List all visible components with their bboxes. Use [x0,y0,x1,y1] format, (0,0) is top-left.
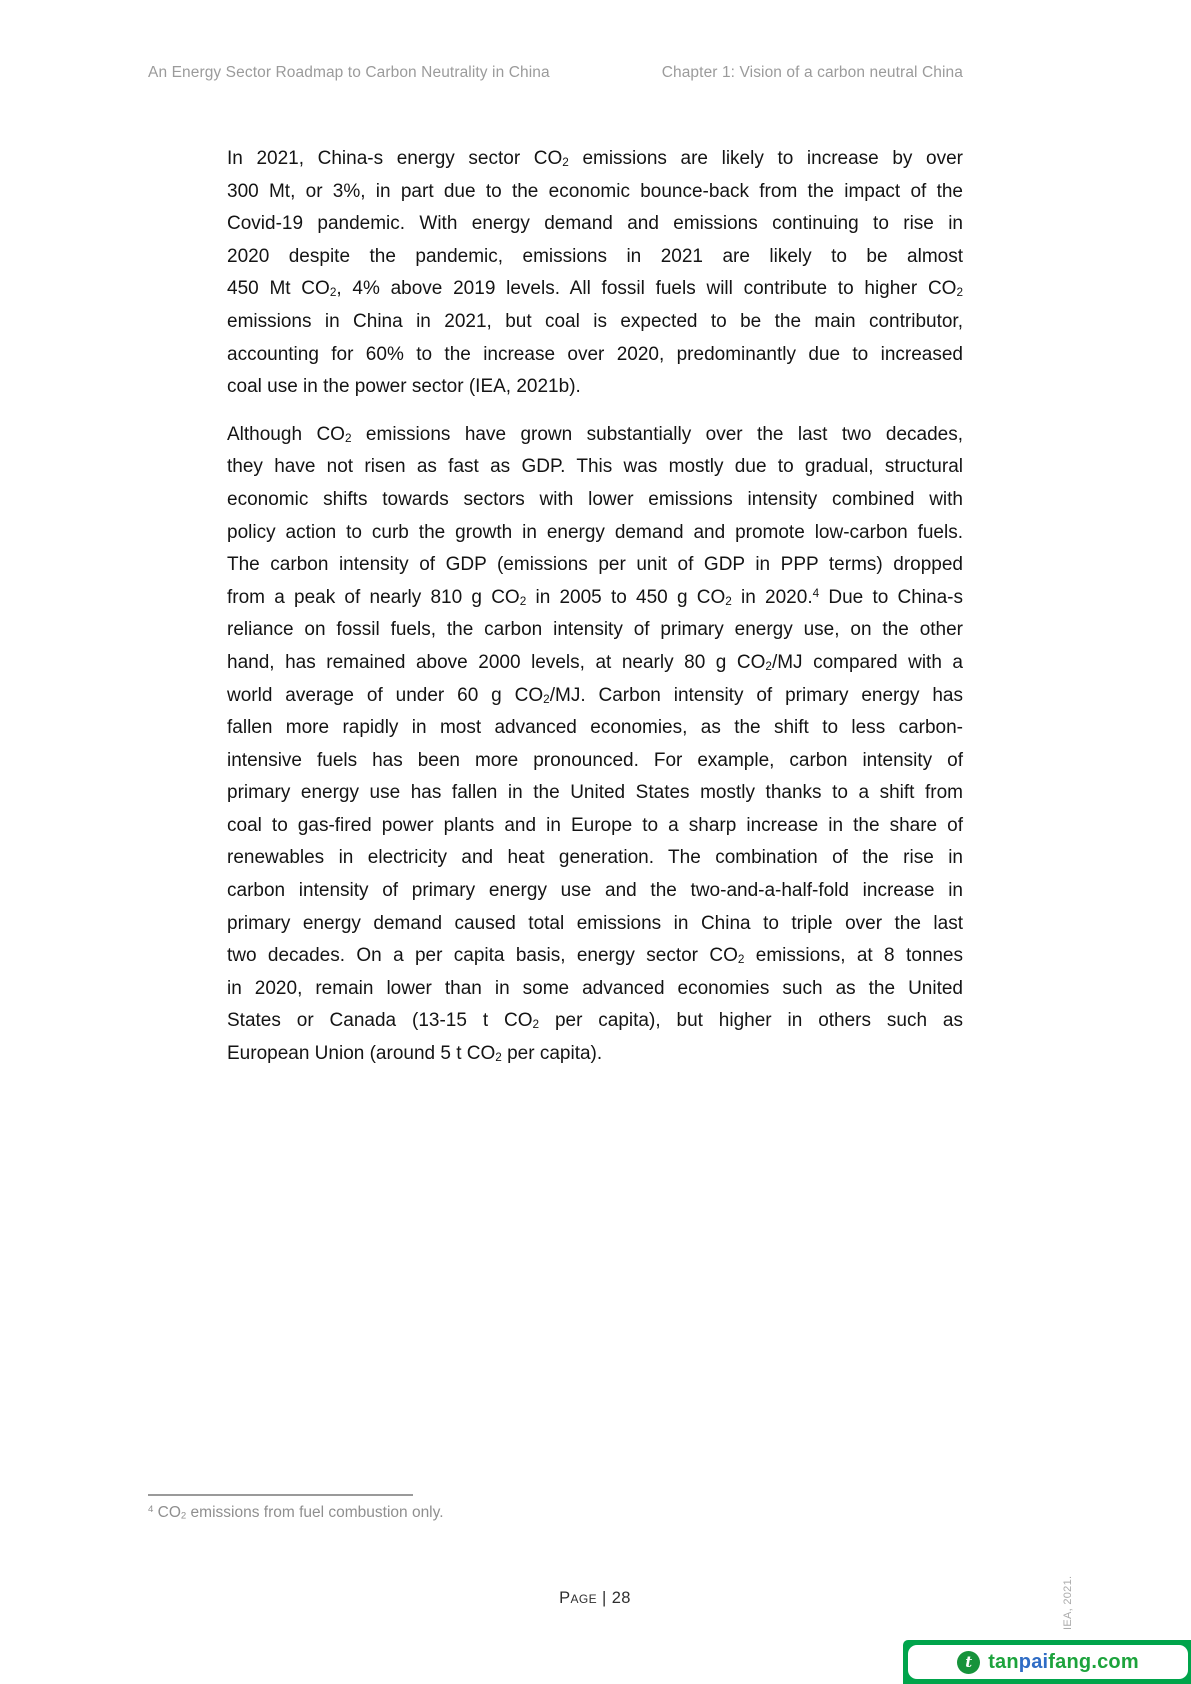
header-document-title: An Energy Sector Roadmap to Carbon Neutrality in China [148,64,550,81]
watermark-site-name [988,1651,1139,1674]
copyright-side-note: IEA, 2021. [1062,1575,1074,1630]
footnote-text: $^4$ $CO_2$ emissions from fuel combustion only. [148,1504,444,1522]
text-line: policy action to curb the growth in energy demand and promote low-carbon fuels. [227,521,963,543]
text-line: coal to gas-fired power plants and in Europe to a sharp increase in the share of [227,814,963,836]
header-chapter-title: Chapter 1: Vision of a carbon neutral China [661,64,963,81]
paragraph-2 [227,419,963,1071]
watermark-pill[interactable] [908,1645,1188,1679]
watermark-text-part: tan [988,1650,1019,1673]
body-text [227,143,963,1086]
text-line: fallen more rapidly in most advanced economies, as the shift to less carbon- [227,717,963,739]
tanpaifang-logo-icon: t [957,1651,980,1674]
text-line: In 2021, China-s energy sector $CO_2$ emissions are likely to increase by over [227,148,963,170]
footnote-divider [148,1494,413,1496]
text-line: in 2020, remain lower than in some advanced economies such as the United [227,977,963,999]
text-line: 300 Mt, or 3%, in part due to the economic bounce-back from the impact of the [227,180,963,202]
text-line: European Union (around 5 t $CO_2$ per capita). [227,1043,603,1065]
running-header [148,64,963,82]
text-line: reliance on fossil fuels, the carbon intensity of primary energy use, on the other [227,619,963,641]
text-line: accounting for 60% to the increase over 2020, predominantly due to increased [227,343,963,365]
text-line: renewables in electricity and heat generation. The combination of the rise in [227,847,963,869]
text-line: they have not risen as fast as GDP. This was mostly due to gradual, structural [227,456,963,478]
text-line: coal use in the power sector (IEA, 2021b). [227,376,581,398]
text-line: 2020 despite the pandemic, emissions in 2021 are likely to be almost [227,245,963,267]
text-line: hand, has remained above 2000 levels, at nearly 80 g $CO_2/MJ$ compared with a [227,651,963,674]
text-line: States or Canada (13-15 t $CO_2$ per capita), but higher in others such as [227,1010,963,1032]
watermark-text-part: pai [1018,1650,1049,1673]
text-line: two decades. On a per capita basis, energy sector $CO_2$ emissions, at 8 tonnes [227,945,964,967]
watermark-text-part: fang [1048,1650,1092,1673]
text-line: 450 Mt $CO_2$, 4% above 2019 levels. All fossil fuels will contribute to higher $CO_2$ [227,278,963,300]
text-line: carbon intensity of primary energy use and the two-and-a-half-fold increase in [227,880,963,902]
text-line: intensive fuels has been more pronounced. For example, carbon intensity of [227,749,963,771]
text-line: economic shifts towards sectors with lower emissions intensity combined with [227,488,963,510]
text-line: emissions in China in 2021, but coal is expected to be the main contributor, [227,310,963,332]
text-line: Covid-19 pandemic. With energy demand and emissions continuing to rise in [227,213,963,235]
text-line: from a peak of nearly 810 g $CO_2$ in 2005 to 450 g $CO_2$ in 2020.$^4$ Due to China-s [227,586,963,608]
text-line: The carbon intensity of GDP (emissions per unit of GDP in PPP terms) dropped [227,554,963,576]
paragraph-1 [227,143,963,404]
page-number: Page | 28 [559,1589,631,1607]
text-line: primary energy use has fallen in the United States mostly thanks to a shift from [227,782,963,804]
text-line: Although $CO_2$ emissions have grown substantially over the last two decades, [227,423,963,445]
text-line: primary energy demand caused total emissions in China to triple over the last [227,912,963,934]
text-line: world average of under 60 g $CO_2/MJ$. Carbon intensity of primary energy has [227,684,963,706]
watermark-bar [903,1640,1191,1684]
watermark-text-part: .com [1091,1650,1139,1673]
